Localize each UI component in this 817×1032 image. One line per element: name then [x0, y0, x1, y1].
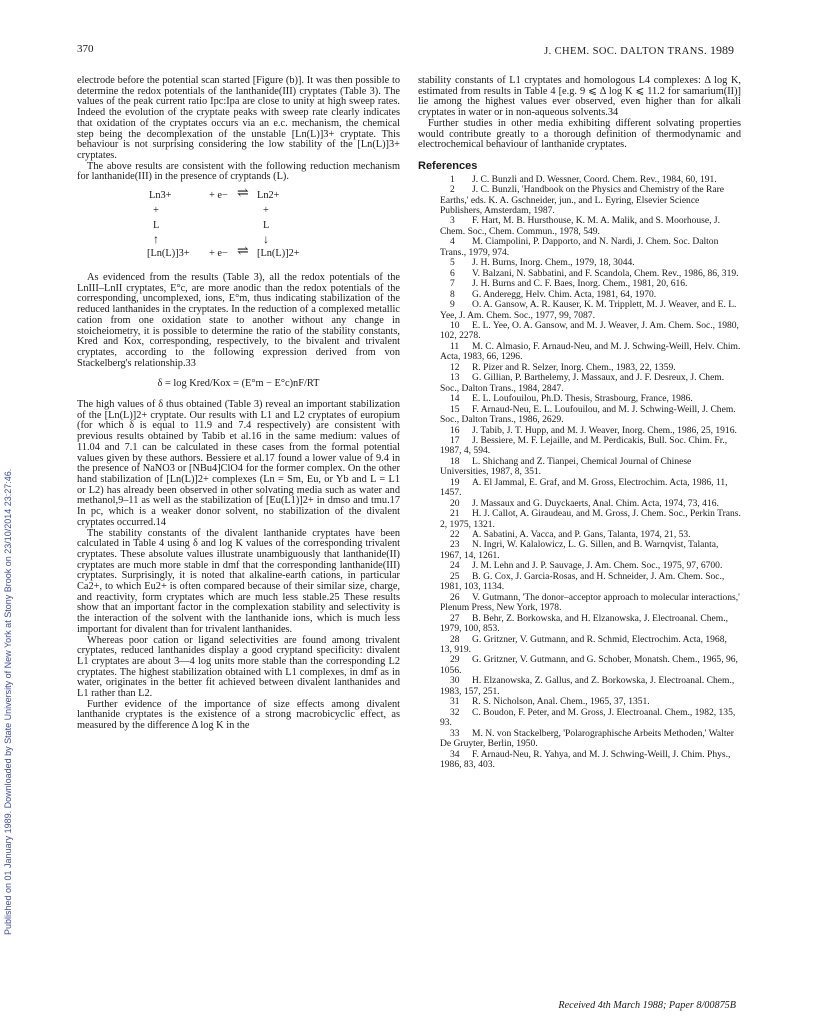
- journal-year: 1989: [710, 43, 734, 57]
- reference-text: J. C. Bunzli and D. Wessner, Coord. Chem. Rev., 1984, 60, 191.: [472, 173, 717, 185]
- reference-item: [418, 300, 741, 321]
- reference-item: [418, 614, 741, 635]
- reference-item: [418, 540, 741, 561]
- reference-item: [418, 750, 741, 771]
- reference-item: [418, 185, 741, 216]
- reference-number: 11: [450, 340, 460, 352]
- reference-text: J. H. Burns, Inorg. Chem., 1979, 18, 3044.: [472, 257, 635, 269]
- reference-number: 12: [450, 361, 460, 373]
- paragraph: electrode before the potential scan started [Figure (b)]. It was then possible to determine the redox potentials of the lanthanide(III) cryptates (Table 3). The values of the peak current ratio Ipc:Ipa are close to unity at high sweep rates. Indeed the evolution of the cryptate peaks with sweep rate clearly indicates that oxidation of the cryptates occurs via an e.c. mechanism, the chemical step being the decomplexation of the unstable [Ln(L)]3+ cryptate. This behaviour is not surprising considering the low stability of the [Ln(L)]3+ cryptates.: [77, 75, 400, 161]
- reference-text: E. L. Loufouilou, Ph.D. Thesis, Strasbourg, France, 1986.: [472, 393, 693, 405]
- reference-item: [418, 676, 741, 697]
- reference-number: 30: [450, 675, 460, 687]
- reference-text: G. Gritzner, V. Gutmann, and G. Schober, Monatsh. Chem., 1965, 96, 1056.: [440, 654, 738, 676]
- reference-text: J. Bessiere, M. F. Lejaille, and M. Perdicakis, Bull. Soc. Chim. Fr., 1987, 4, 594.: [440, 434, 728, 457]
- reference-number: 16: [450, 424, 460, 436]
- reference-number: 5: [450, 257, 455, 269]
- reference-item: [418, 635, 741, 656]
- reference-item: [418, 593, 741, 614]
- scheme-ligand-1: L: [153, 220, 160, 232]
- reference-item: [418, 572, 741, 593]
- received-date: Received 4th March 1988; Paper 8/00875B: [558, 1000, 736, 1011]
- reference-text: B. G. Cox, J. Garcia-Rosas, and H. Schneider, J. Am. Chem. Soc., 1981, 103, 1134.: [440, 570, 725, 593]
- reference-number: 3: [450, 215, 455, 227]
- reference-text: N. Ingri, W. Kalalowicz, L. G. Sillen, and B. Warnqvist, Talanta, 1967, 14, 1261.: [440, 539, 719, 561]
- reference-text: L. Shichang and Z. Tianpei, Chemical Journal of Chinese Universities, 1987, 8, 351.: [440, 455, 692, 478]
- reference-text: M. Ciampolini, P. Dapporto, and N. Nardi, J. Chem. Soc. Dalton Trans., 1979, 974.: [440, 236, 719, 258]
- reference-text: M. N. von Stackelberg, 'Polarographische Arbeits Methoden,' Walter De Gruyter, Berlin, 1950.: [440, 727, 734, 750]
- reference-text: G. Gritzner, V. Gutmann, and R. Schmid, Electrochim. Acta, 1968, 13, 919.: [440, 633, 727, 656]
- reference-number: 22: [450, 529, 460, 541]
- reference-text: J. H. Burns and C. F. Baes, Inorg. Chem., 1981, 20, 616.: [472, 278, 688, 290]
- reference-number: 4: [450, 236, 455, 248]
- reference-number: 25: [450, 570, 460, 582]
- reference-item: [418, 708, 741, 729]
- scheme-up-arrow: ↑: [153, 232, 159, 247]
- scheme-electron-2: + e−: [209, 248, 228, 260]
- reaction-scheme: [77, 186, 400, 271]
- reference-number: 18: [450, 455, 460, 467]
- reference-text: F. Arnaud-Neu, R. Yahya, and M. J. Schwing-Weill, J. Chim. Phys., 1986, 83, 403.: [440, 748, 731, 770]
- reference-list: [418, 175, 741, 771]
- reference-number: 24: [450, 560, 460, 572]
- reference-number: 13: [450, 372, 460, 384]
- reference-number: 27: [450, 612, 460, 624]
- reference-item: [418, 457, 741, 478]
- reference-number: 29: [450, 654, 460, 666]
- paragraph: The stability constants of the divalent lanthanide cryptates have been calculated in Table 4 using δ and log K values of the corresponding trivalent cryptates. These absolute values illustrate unambiguously that lanthanide(II) cryptates are much more stable in dmf that the corresponding lanthanide(III) cryptates. Surprisingly, it is noted that alkaline-earth cations, in particular Ca2+, to which Eu2+ is often compared because of their similar size, charge, and reactivity, form cryptates which are much less stable.25 These results show that an important factor in the complexation stability and selectivity is the interaction of the solvent with the lanthanide ions, which is much less important for divalent than for trivalent lanthanides.: [77, 527, 400, 635]
- reference-item: [418, 478, 741, 499]
- running-head: [544, 43, 734, 58]
- reference-text: A. Sabatini, A. Vacca, and P. Gans, Talanta, 1974, 21, 53.: [472, 529, 691, 541]
- reference-item: [418, 216, 741, 237]
- reference-number: 26: [450, 591, 460, 603]
- reference-number: 23: [450, 539, 460, 551]
- reference-number: 15: [450, 403, 460, 415]
- reference-text: O. A. Gansow, A. R. Kauser, K. M. Tripplett, M. J. Weaver, and E. L. Yee, J. Am. Chem. Soc., 1977, 99, 7087.: [440, 299, 737, 321]
- reference-item: [418, 436, 741, 457]
- reference-number: 31: [450, 696, 460, 708]
- reference-text: V. Gutmann, 'The donor–acceptor approach to molecular interactions,' Plenum Press, New York, 1978.: [440, 591, 740, 614]
- reference-number: 9: [450, 299, 455, 311]
- reference-number: 20: [450, 497, 460, 509]
- reference-number: 1: [450, 173, 455, 185]
- reference-text: J. Tabib, J. T. Hupp, and M. J. Weaver, Inorg. Chem., 1986, 25, 1916.: [472, 424, 737, 436]
- right-column: [418, 76, 741, 770]
- reference-item: [418, 373, 741, 394]
- reference-text: G. Gillian, P. Barthelemy, J. Massaux, and J. F. Desreux, J. Chem. Soc., Dalton Trans., 1984, 2847.: [440, 372, 725, 394]
- paragraph: The above results are consistent with the following reduction mechanism for lanthanide(III) in the presence of cryptands (L).: [77, 160, 400, 183]
- reference-number: 17: [450, 434, 460, 446]
- scheme-ligand-2: L: [263, 220, 270, 232]
- reference-number: 32: [450, 706, 460, 718]
- reference-text: C. Boudon, F. Peter, and M. Gross, J. Electroanal. Chem., 1982, 135, 93.: [440, 706, 736, 729]
- side-note-text[interactable]: Published on 01 January 1989. Downloaded by State University of New York at Stony Brook on 23/10/2014 23:27:46.: [3, 468, 13, 935]
- scheme-down-arrow: ↓: [263, 232, 269, 247]
- reference-number: 7: [450, 278, 455, 290]
- reference-text: R. Pizer and R. Selzer, Inorg. Chem., 1983, 22, 1359.: [472, 361, 676, 373]
- reference-text: F. Hart, M. B. Hursthouse, K. M. A. Malik, and S. Moorhouse, J. Chem. Soc., Chem. Commun., 1978, 549.: [440, 215, 720, 237]
- scheme-plus-2: +: [263, 205, 269, 217]
- reference-text: A. El Jammal, E. Graf, and M. Gross, Electrochim. Acta, 1986, 11, 1457.: [440, 476, 728, 499]
- scheme-equilibrium-arrow-1: ⇌: [237, 186, 249, 202]
- scheme-lnl3: [Ln(L)]3+: [147, 248, 190, 260]
- paragraph: stability constants of L1 cryptates and homologous L4 complexes: Δ log K, estimated from results in Table 4 [e.g. 9 ⩽ Δ log K ⩽ 11.2 for samarium(II)] lie among the highest values ever observed, even higher than for alkali cryptates in water or in non-aqueous solvents.34: [418, 75, 741, 119]
- reference-text: J. Massaux and G. Duyckaerts, Anal. Chim. Acta, 1974, 73, 416.: [472, 497, 719, 509]
- reference-number: 6: [450, 267, 455, 279]
- page-number: 370: [77, 43, 94, 55]
- reference-text: V. Balzani, N. Sabbatini, and F. Scandola, Chem. Rev., 1986, 86, 319.: [472, 267, 739, 279]
- paragraph: As evidenced from the results (Table 3), all the redox potentials of the LnIII–LnII cryptates, E°c, are more anodic than the redox potentials of the corresponding, uncomplexed, ions, E°m, thus indicating stabilization of the reduced lanthanides in the cryptates. In the reduction of a complexed metallic cation from one oxidation state to another without any change in stoicheiometry, it is possible to determine the ratio of the stability constants, Kred and Kox, corresponding, respectively, to the bivalent and trivalent cryptates, according to the following expression derived from von Stackelberg's relationship.33: [77, 272, 400, 369]
- scheme-plus-1: +: [153, 205, 159, 217]
- reference-number: 10: [450, 319, 460, 331]
- left-column: [77, 76, 400, 732]
- reference-item: [418, 237, 741, 258]
- scheme-ln3: Ln3+: [149, 190, 172, 202]
- reference-item: [418, 321, 741, 342]
- reference-text: H. J. Callot, A. Giraudeau, and M. Gross, J. Chem. Soc., Perkin Trans. 2, 1975, 1321.: [440, 508, 741, 530]
- reference-number: 19: [450, 476, 460, 488]
- references-heading: References: [418, 159, 478, 172]
- reference-text: M. C. Almasio, F. Arnaud-Neu, and M. J. Schwing-Weill, Helv. Chim. Acta, 1983, 66, 1296.: [440, 340, 741, 363]
- reference-text: G. Anderegg, Helv. Chim. Acta, 1981, 64, 1970.: [472, 288, 657, 300]
- reference-item: [418, 655, 741, 676]
- paragraph: Further studies in other media exhibiting different solvating properties would contribute greatly to a thorough definition of thermodynamic and electrochemical behaviour of lanthanide cryptates.: [418, 117, 741, 151]
- reference-number: 2: [450, 184, 455, 196]
- reference-text: B. Behr, Z. Borkowska, and H. Elzanowska, J. Electroanal. Chem., 1979, 100, 853.: [440, 612, 728, 635]
- reference-number: 8: [450, 288, 455, 300]
- reference-item: [418, 509, 741, 530]
- reference-text: J. M. Lehn and J. P. Sauvage, J. Am. Chem. Soc., 1975, 97, 6700.: [472, 560, 723, 572]
- reference-text: E. L. Yee, O. A. Gansow, and M. J. Weaver, J. Am. Chem. Soc., 1980, 102, 2278.: [440, 319, 739, 342]
- side-download-note[interactable]: [0, 0, 14, 1032]
- equation: δ = log Kred/Kox = (E°m − E°c)nF/RT: [157, 378, 320, 390]
- reference-text: F. Arnaud-Neu, E. L. Loufouilou, and M. J. Schwing-Weill, J. Chem. Soc., Dalton Trans., 1986, 2629.: [440, 403, 736, 426]
- reference-item: [418, 729, 741, 750]
- reference-number: 33: [450, 727, 460, 739]
- reference-number: 21: [450, 508, 460, 520]
- scheme-electron-1: + e−: [209, 190, 228, 202]
- reference-text: R. S. Nicholson, Anal. Chem., 1965, 37, 1351.: [472, 696, 650, 708]
- paragraph: The high values of δ thus obtained (Table 3) reveal an important stabilization of the [Ln(L)]2+ cryptate. Our results with L1 and L2 cryptates of europium (for which δ is equal to 11.9 and 7.4 respectively) are consistent with previous results obtained by Tabib et al.16 in the same medium: values of 11.04 and 7.1 can be calculated in these cases from the formal potential values given by these authors. Bessiere et al.17 found a lower value of 9.4 in the presence of NaNO3 or [NBu4]ClO4 for the former complex. On the other hand stabilization of [Ln(L)]2+ complexes (Ln = Sm, Eu, or Yb and L = L1 or L2) has already been observed in other solvating media such as water and methanol,9–11 as well as the stabilization of [Eu(L1)]2+ in dmso and tmu.17 In pc, which is a weaker donor solvent, no stabilization of the divalent cryptates occurred.14: [77, 399, 400, 528]
- scheme-equilibrium-arrow-2: ⇌: [237, 244, 249, 260]
- reference-text: H. Elzanowska, Z. Gallus, and Z. Borkowska, J. Electroanal. Chem., 1983, 157, 251.: [440, 675, 735, 697]
- reference-item: [418, 342, 741, 363]
- scheme-ln2: Ln2+: [257, 190, 280, 202]
- paragraph: Further evidence of the importance of size effects among divalent lanthanide cryptates is the existence of a strong macrobicyclic effect, as measured by the difference Δ log K in the: [77, 698, 400, 732]
- scheme-lnl2: [Ln(L)]2+: [257, 248, 300, 260]
- journal-title: J. CHEM. SOC. DALTON TRANS.: [544, 46, 707, 57]
- reference-number: 28: [450, 633, 460, 645]
- reference-text: J. C. Bunzli, 'Handbook on the Physics and Chemistry of the Rare Earths,' eds. K. A. Gschneider, jun., and L. Eyring, Elsevier Science Publishers, Amsterdam, 1987.: [440, 184, 725, 216]
- reference-number: 34: [450, 748, 460, 760]
- reference-item: [418, 405, 741, 426]
- paragraph: Whereas poor cation or ligand selectivities are found among trivalent cryptates, reduced lanthanides display a good cryptand specificity: divalent L1 cryptates are about 3—4 log units more stable than the corresponding L2 cryptates. The highest stabilization obtained with L1 complexes, in dmf as in water, originates in the better fit achieved between divalent lanthanides and L1 rather than L2.: [77, 634, 400, 700]
- reference-number: 14: [450, 393, 460, 405]
